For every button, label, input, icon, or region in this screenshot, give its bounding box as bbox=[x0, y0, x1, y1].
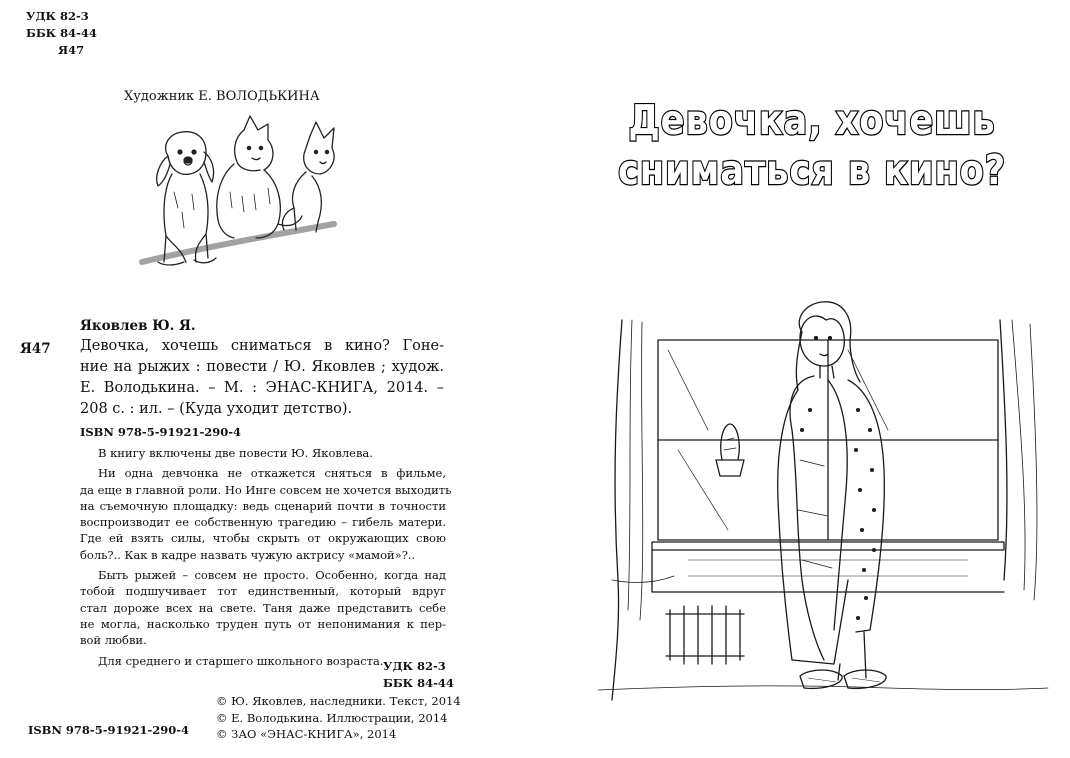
annotation-line: воспроизводит ее собственную трагедию – гибель матери. bbox=[80, 515, 446, 530]
dogs-illustration bbox=[134, 112, 348, 282]
udk-code: УДК 82-3 bbox=[383, 659, 446, 673]
annotation-intro: В книгу включены две повести Ю. Яковлева. bbox=[98, 446, 373, 460]
isbn-bottom: ISBN 978-5-91921-290-4 bbox=[28, 723, 190, 737]
copyright-line: © Ю. Яковлев, наследники. Текст, 2014 bbox=[216, 694, 461, 708]
udk-code: УДК 82-3 bbox=[26, 9, 89, 23]
book-title-line-1: Девочка, хочешь bbox=[628, 96, 996, 144]
annotation-line: Где ей взять силы, чтобы скрыть от окружающих свою bbox=[80, 531, 446, 546]
biblio-line: Девочка, хочешь сниматься в кино? Гоне- bbox=[80, 338, 444, 354]
classification-bottom bbox=[383, 658, 454, 692]
biblio-line: ние на рыжих : повести / Ю. Яковлев ; худож. bbox=[80, 359, 444, 375]
annotation-line: боль?.. Как в кадре назвать чужую актрису «мамой»?.. bbox=[80, 547, 416, 562]
bbk-code: ББК 84-44 bbox=[26, 26, 97, 40]
catalog-author: Яковлев Ю. Я. bbox=[80, 318, 196, 334]
annotation-line: на съемочную площадку: ведь сценарий почти в точности bbox=[80, 498, 446, 513]
annotation-line: стал дороже всех на свете. Таня даже представить себе bbox=[80, 600, 446, 615]
artist-credit: Художник Е. ВОЛОДЬКИНА bbox=[124, 89, 320, 104]
bibliographic-description bbox=[80, 336, 444, 420]
copyright-line: © ЗАО «ЭНАС-КНИГА», 2014 bbox=[216, 727, 397, 742]
copyright-block bbox=[216, 693, 461, 743]
biblio-line: Е. Володькина. – М. : ЭНАС-КНИГА, 2014. – bbox=[80, 380, 444, 396]
classification-top bbox=[26, 8, 97, 59]
book-title-line-2: сниматься в кино? bbox=[617, 146, 1007, 194]
annotation-line: Ни одна девчонка не откажется сняться в фильме, bbox=[98, 466, 446, 481]
copyright-line: © Е. Володькина. Иллюстрации, 2014 bbox=[216, 710, 448, 725]
annotation-line: вой любви. bbox=[80, 633, 147, 648]
annotation bbox=[80, 445, 452, 669]
author-sign: Я47 bbox=[58, 43, 85, 57]
catalog-isbn: ISBN 978-5-91921-290-4 bbox=[80, 425, 242, 439]
annotation-line: не могла, насколько труден путь от непонимания к пер- bbox=[80, 616, 446, 631]
annotation-line: Быть рыжей – совсем не просто. Особенно, когда над bbox=[98, 568, 446, 583]
annotation-audience: Для среднего и старшего школьного возраста. bbox=[98, 653, 384, 668]
catalog-author-sign: Я47 bbox=[20, 341, 51, 357]
annotation-line: тобой подшучивает тот единственный, который вдруг bbox=[80, 584, 446, 599]
girl-illustration bbox=[588, 280, 1054, 710]
bbk-code: ББК 84-44 bbox=[383, 676, 454, 690]
biblio-line: 208 с. : ил. – (Куда уходит детство). bbox=[80, 401, 353, 417]
annotation-line: да еще в главной роли. Но Инге совсем не хочется выходить bbox=[80, 482, 452, 497]
book-title bbox=[618, 95, 1007, 195]
